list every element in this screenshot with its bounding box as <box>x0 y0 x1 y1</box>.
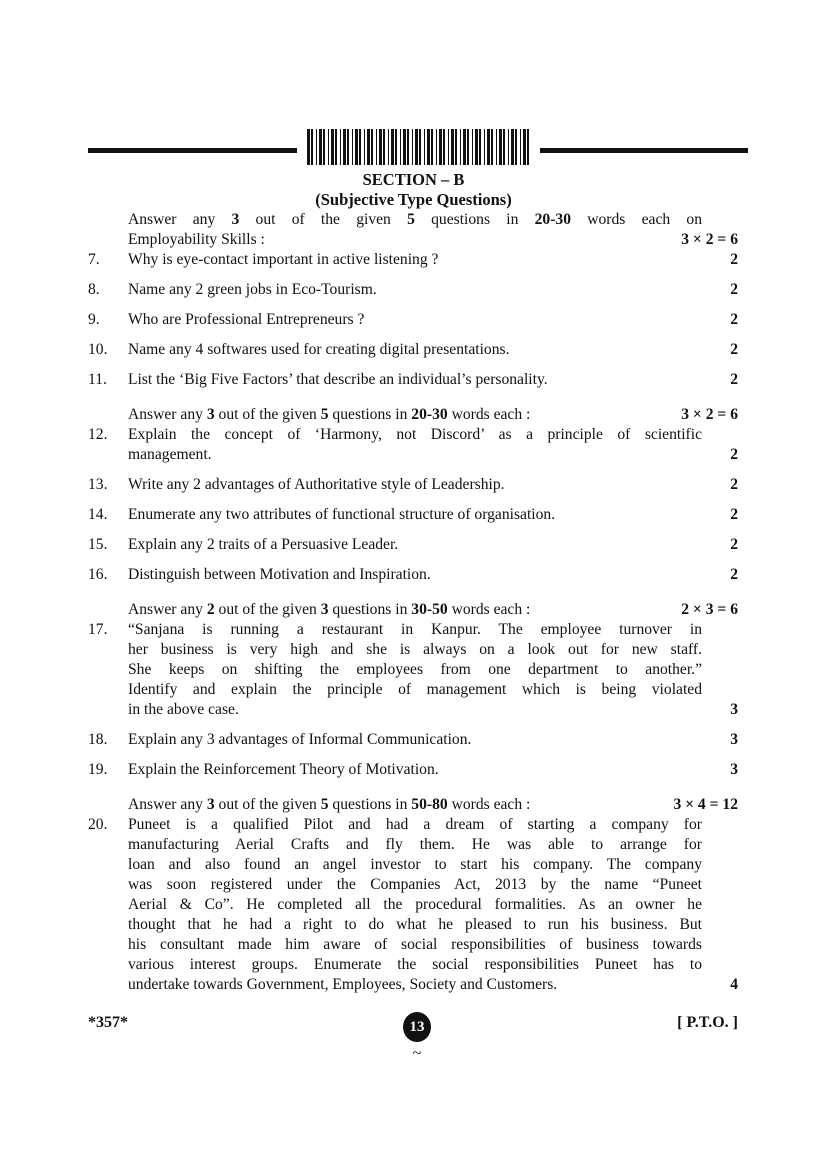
barcode-bar <box>427 129 430 165</box>
question-line <box>88 340 738 360</box>
question-item <box>88 340 738 360</box>
instruction-line <box>88 210 738 230</box>
barcode-bar <box>376 129 377 165</box>
barcode-bar <box>415 129 418 165</box>
instruction-line <box>88 795 738 815</box>
barcode-bar <box>523 129 526 165</box>
question-marks: 2 <box>730 506 738 523</box>
bold-value: 5 <box>320 796 329 813</box>
instruction-line <box>88 230 738 250</box>
question-number: 17. <box>88 621 108 638</box>
question-number: 15. <box>88 536 108 553</box>
barcode-bar <box>484 129 485 165</box>
question-text: Identify and explain the principle of management which is being violated <box>128 681 702 698</box>
bold-value: 3 <box>206 796 215 813</box>
barcode-bar <box>400 129 401 165</box>
question-item <box>88 425 738 465</box>
group-total-marks: 3 × 2 = 6 <box>681 231 738 248</box>
question-item <box>88 620 738 720</box>
section-subtitle: (Subjective Type Questions) <box>315 190 512 209</box>
barcode-bar <box>520 129 521 165</box>
barcode-bar <box>388 129 389 165</box>
question-marks: 2 <box>730 371 738 388</box>
question-number: 9. <box>88 311 100 328</box>
question-line <box>88 815 738 835</box>
question-number: 13. <box>88 476 108 493</box>
question-text: was soon registered under the Companies Act, 2013 by the name “Puneet <box>128 876 702 893</box>
question-text: She keeps on shifting the employees from one department to another.” <box>128 661 702 678</box>
barcode-bar <box>347 129 349 165</box>
barcode-bar <box>395 129 397 165</box>
question-text: various interest groups. Enumerate the social responsibilities Puneet has to <box>128 956 702 973</box>
question-text: her business is very high and she is always on a look out for new staff. <box>128 641 702 658</box>
group-instruction <box>88 405 738 425</box>
question-line <box>88 955 738 975</box>
barcode-bar <box>311 129 313 165</box>
barcode-bar <box>379 129 382 165</box>
question-text: undertake towards Government, Employees, Society and Customers. <box>128 976 558 993</box>
question-line <box>88 935 738 955</box>
bold-value: 3 <box>206 406 215 423</box>
barcode-bar <box>511 129 514 165</box>
question-group <box>88 795 738 995</box>
bold-value: 5 <box>407 211 415 228</box>
question-item <box>88 730 738 750</box>
question-line <box>88 475 738 495</box>
question-text: manufacturing Aerial Crafts and fly them. He was able to arrange for <box>128 836 702 853</box>
barcode-bar <box>367 129 370 165</box>
barcode-bar <box>364 129 365 165</box>
question-text: Puneet is a qualified Pilot and had a dream of starting a company for <box>128 816 702 833</box>
question-text: Name any 4 softwares used for creating digital presentations. <box>128 341 510 358</box>
question-item <box>88 760 738 780</box>
question-list <box>88 210 738 995</box>
question-item <box>88 565 738 585</box>
question-text: Explain the concept of ‘Harmony, not Discord’ as a principle of scientific <box>128 426 702 443</box>
barcode-bar <box>424 129 425 165</box>
barcode <box>307 129 531 165</box>
barcode-bar <box>491 129 493 165</box>
question-marks: 4 <box>730 976 738 993</box>
barcode-bar <box>403 129 406 165</box>
question-marks: 2 <box>730 281 738 298</box>
question-item <box>88 250 738 270</box>
barcode-bar <box>443 129 445 165</box>
question-line <box>88 445 738 465</box>
barcode-bar <box>508 129 509 165</box>
barcode-bar <box>455 129 457 165</box>
bold-value: 20-30 <box>534 211 572 228</box>
question-marks: 2 <box>730 566 738 583</box>
page-number: 13 <box>403 1012 431 1042</box>
question-text: Explain the Reinforcement Theory of Motivation. <box>128 761 439 778</box>
question-marks: 2 <box>730 446 738 463</box>
question-marks: 2 <box>730 311 738 328</box>
question-group <box>88 600 738 780</box>
tilde-mark: ~ <box>412 1045 422 1062</box>
barcode-bar <box>472 129 473 165</box>
section-title: SECTION – B <box>362 170 465 189</box>
bold-value: 3 <box>320 601 329 618</box>
question-text: Why is eye-contact important in active listening ? <box>128 251 439 268</box>
question-line <box>88 835 738 855</box>
group-instruction <box>88 795 738 815</box>
question-marks: 2 <box>730 341 738 358</box>
question-text: Explain any 2 traits of a Persuasive Leader. <box>128 536 399 553</box>
group-instruction <box>88 600 738 620</box>
question-number: 11. <box>88 371 107 388</box>
question-number: 7. <box>88 251 100 268</box>
barcode-bar <box>527 129 529 165</box>
barcode-bar <box>383 129 385 165</box>
question-line <box>88 280 738 300</box>
question-marks: 3 <box>730 731 738 748</box>
barcode-bar <box>319 129 322 165</box>
group-total-marks: 3 × 2 = 6 <box>681 406 738 423</box>
bold-value: 3 <box>231 211 240 228</box>
question-line <box>88 760 738 780</box>
header-rule-left <box>88 148 297 153</box>
barcode-bar <box>479 129 481 165</box>
barcode-bar <box>487 129 490 165</box>
question-marks: 3 <box>730 761 738 778</box>
question-text: thought that he had a right to do what he pleased to run his business. But <box>128 916 702 933</box>
bold-value: 20-30 <box>411 406 448 423</box>
barcode-bar <box>328 129 329 165</box>
question-text: his consultant made him aware of social responsibilities of business towards <box>128 936 702 953</box>
question-line <box>88 975 738 995</box>
question-line <box>88 310 738 330</box>
question-line <box>88 875 738 895</box>
question-marks: 2 <box>730 536 738 553</box>
question-number: 8. <box>88 281 100 298</box>
bold-value: 50-80 <box>411 796 448 813</box>
group-instruction <box>88 210 738 250</box>
pto-label: [ P.T.O. ] <box>677 1014 738 1031</box>
barcode-bar <box>496 129 497 165</box>
question-line <box>88 855 738 875</box>
question-text: Write any 2 advantages of Authoritative style of Leadership. <box>128 476 505 493</box>
question-number: 20. <box>88 816 108 833</box>
question-group <box>88 405 738 585</box>
question-item <box>88 475 738 495</box>
question-item <box>88 280 738 300</box>
question-line <box>88 700 738 720</box>
question-text: in the above case. <box>128 701 239 718</box>
question-line <box>88 620 738 640</box>
barcode-bar <box>352 129 353 165</box>
question-line <box>88 250 738 270</box>
question-text: Enumerate any two attributes of functional structure of organisation. <box>128 506 556 523</box>
question-item <box>88 505 738 525</box>
barcode-bar <box>307 129 310 165</box>
question-text: Who are Professional Entrepreneurs ? <box>128 311 365 328</box>
barcode-bar <box>359 129 361 165</box>
barcode-bar <box>463 129 466 165</box>
question-line <box>88 505 738 525</box>
instruction-text: Employability Skills : <box>128 231 265 248</box>
barcode-bar <box>316 129 317 165</box>
question-number: 18. <box>88 731 108 748</box>
question-text: Explain any 3 advantages of Informal Communication. <box>128 731 472 748</box>
barcode-bar <box>391 129 394 165</box>
question-line <box>88 680 738 700</box>
barcode-bar <box>371 129 373 165</box>
question-number: 19. <box>88 761 108 778</box>
instruction-line <box>88 405 738 425</box>
question-marks: 2 <box>730 251 738 268</box>
question-text: loan and also found an angel investor to start his company. The company <box>128 856 702 873</box>
question-number: 14. <box>88 506 108 523</box>
question-line <box>88 895 738 915</box>
barcode-bar <box>467 129 469 165</box>
barcode-bar <box>412 129 413 165</box>
paper-code: *357* <box>88 1014 128 1031</box>
question-text: management. <box>128 446 212 463</box>
barcode-bar <box>419 129 421 165</box>
barcode-bar <box>436 129 437 165</box>
question-text: List the ‘Big Five Factors’ that describe an individual’s personality. <box>128 371 548 388</box>
bold-value: 2 <box>206 601 215 618</box>
question-text: Aerial & Co”. He completed all the procedural formalities. As an owner he <box>128 896 702 913</box>
question-marks: 2 <box>730 476 738 493</box>
question-line <box>88 535 738 555</box>
barcode-bar <box>515 129 517 165</box>
bold-value: 5 <box>320 406 329 423</box>
question-item <box>88 535 738 555</box>
question-group <box>88 210 738 390</box>
barcode-bar <box>460 129 461 165</box>
question-marks: 3 <box>730 701 738 718</box>
question-line <box>88 565 738 585</box>
instruction-text: Answer any 2 out of the given 3 questions in 30-50 words each : <box>128 601 531 618</box>
question-number: 12. <box>88 426 108 443</box>
question-item <box>88 310 738 330</box>
barcode-bar <box>503 129 505 165</box>
question-line <box>88 660 738 680</box>
barcode-bar <box>439 129 442 165</box>
question-text: Name any 2 green jobs in Eco-Tourism. <box>128 281 377 298</box>
instruction-text: Answer any 3 out of the given 5 questions in 20-30 words each : <box>128 406 531 423</box>
question-text: “Sanjana is running a restaurant in Kanpur. The employee turnover in <box>128 621 702 638</box>
barcode-bar <box>451 129 454 165</box>
question-line <box>88 640 738 660</box>
question-number: 16. <box>88 566 108 583</box>
question-line <box>88 425 738 445</box>
barcode-bar <box>343 129 346 165</box>
barcode-bar <box>323 129 325 165</box>
barcode-bar <box>475 129 478 165</box>
bold-value: 30-50 <box>411 601 448 618</box>
question-text: Distinguish between Motivation and Inspiration. <box>128 566 431 583</box>
group-total-marks: 3 × 4 = 12 <box>673 796 738 813</box>
question-item <box>88 815 738 995</box>
barcode-bar <box>407 129 409 165</box>
instruction-line <box>88 600 738 620</box>
barcode-bar <box>431 129 433 165</box>
question-number: 10. <box>88 341 108 358</box>
question-line <box>88 915 738 935</box>
instruction-text: Answer any 3 out of the given 5 questions in 20-30 words each on <box>128 211 702 228</box>
barcode-bar <box>335 129 337 165</box>
barcode-bar <box>340 129 341 165</box>
question-item <box>88 370 738 390</box>
instruction-text: Answer any 3 out of the given 5 questions in 50-80 words each : <box>128 796 531 813</box>
question-line <box>88 730 738 750</box>
barcode-bar <box>499 129 502 165</box>
barcode-bar <box>448 129 449 165</box>
barcode-bar <box>331 129 334 165</box>
group-total-marks: 2 × 3 = 6 <box>681 601 738 618</box>
header-rule-right <box>540 148 748 153</box>
barcode-bar <box>355 129 358 165</box>
question-line <box>88 370 738 390</box>
